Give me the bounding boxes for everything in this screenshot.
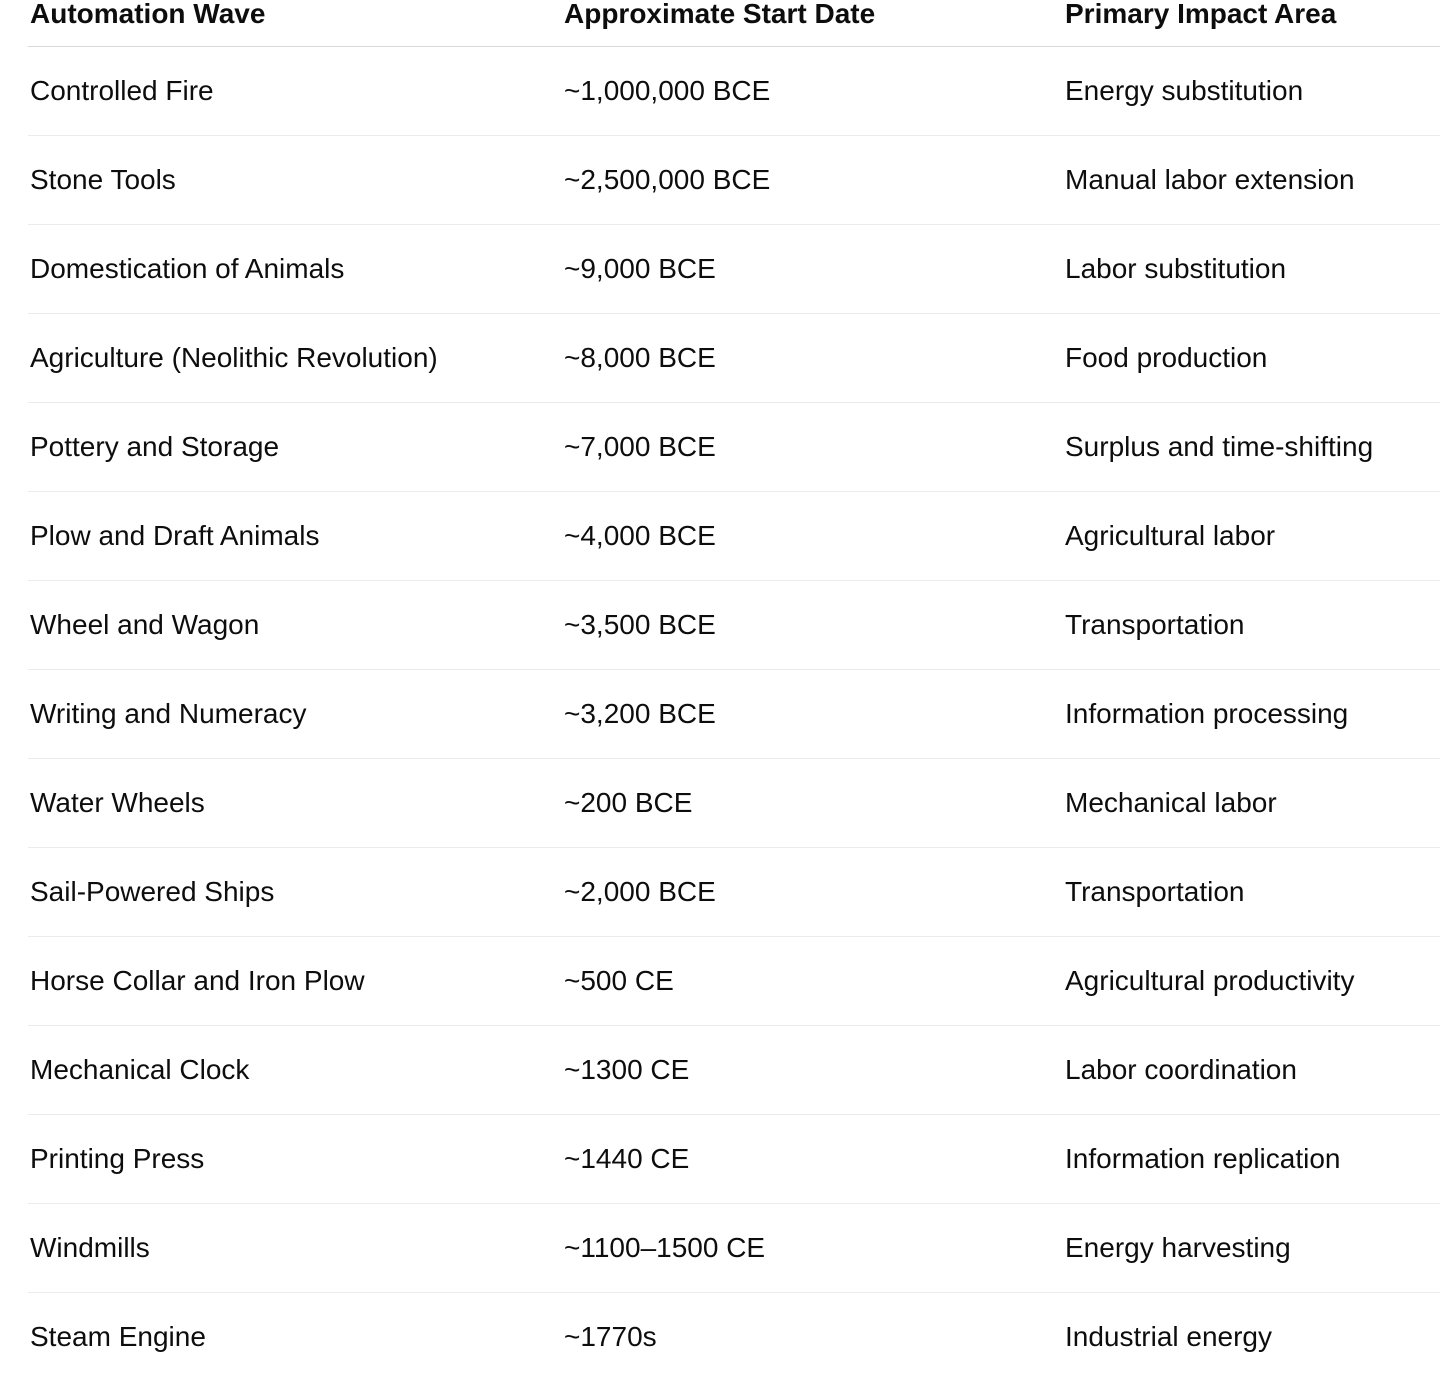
table-row [28,136,1440,225]
cell-automation-wave: Wheel and Wagon [28,581,562,670]
cell-automation-wave: Windmills [28,1204,562,1293]
cell-impact-area: Manual labor extension [1063,136,1440,225]
cell-automation-wave: Writing and Numeracy [28,670,562,759]
cell-start-date: ~1770s [564,1321,657,1352]
column-header-automation-wave: Automation Wave [28,0,562,47]
table-row [28,581,1440,670]
cell-start-date: ~3,200 BCE [562,670,1063,759]
cell-start-date: ~4,000 BCE [562,492,1063,581]
cell-start-date: ~1440 CE [562,1115,1063,1204]
cell-automation-wave: Stone Tools [28,136,562,225]
cell-impact-area: Surplus and time-shifting [1063,403,1440,492]
cell-automation-wave: Horse Collar and Iron Plow [28,937,562,1026]
cell-automation-wave: Steam Engine [30,1321,206,1352]
cell-start-date: ~9,000 BCE [562,225,1063,314]
table-row [28,47,1440,136]
cell-automation-wave: Water Wheels [28,759,562,848]
cell-automation-wave: Controlled Fire [28,47,562,136]
cell-impact-area: Agricultural labor [1063,492,1440,581]
table-row [28,670,1440,759]
automation-waves-table [28,0,1440,1376]
table-row [28,314,1440,403]
cell-automation-wave: Domestication of Animals [28,225,562,314]
table-row [28,1115,1440,1204]
cell-start-date: ~3,500 BCE [562,581,1063,670]
cell-start-date: ~2,000 BCE [562,848,1063,937]
cell-automation-wave: Pottery and Storage [28,403,562,492]
cell-start-date: ~1100–1500 CE [562,1204,1063,1293]
cell-automation-wave: Mechanical Clock [28,1026,562,1115]
table-header-row [28,0,1440,47]
table-row [28,759,1440,848]
cell-automation-wave: Plow and Draft Animals [28,492,562,581]
cell-automation-wave: Printing Press [28,1115,562,1204]
table-row [28,403,1440,492]
cell-start-date: ~2,500,000 BCE [562,136,1063,225]
cell-impact-area: Labor substitution [1063,225,1440,314]
cell-impact-area: Information replication [1063,1115,1440,1204]
cell-impact-area: Transportation [1063,581,1440,670]
cell-impact-area: Energy substitution [1063,47,1440,136]
table-row [28,492,1440,581]
cell-automation-wave: Agriculture (Neolithic Revolution) [28,314,562,403]
cell-impact-area: Energy harvesting [1063,1204,1440,1293]
table-row [28,848,1440,937]
cell-start-date: ~1,000,000 BCE [562,47,1063,136]
cell-impact-area: Food production [1063,314,1440,403]
column-header-approximate-start-date: Approximate Start Date [562,0,1063,47]
column-header-primary-impact-area: Primary Impact Area [1063,0,1440,47]
table-row [28,1293,1440,1376]
cell-impact-area: Labor coordination [1063,1026,1440,1115]
table-row [28,937,1440,1026]
cell-impact-area: Mechanical labor [1063,759,1440,848]
cell-start-date: ~8,000 BCE [562,314,1063,403]
cell-automation-wave: Sail-Powered Ships [28,848,562,937]
table-row [28,1026,1440,1115]
cell-impact-area: Information processing [1063,670,1440,759]
cell-start-date: ~200 BCE [562,759,1063,848]
cell-impact-area: Industrial energy [1065,1321,1273,1352]
cell-start-date: ~500 CE [562,937,1063,1026]
table-row [28,1204,1440,1293]
cell-start-date: ~7,000 BCE [562,403,1063,492]
table-row [28,225,1440,314]
cell-start-date: ~1300 CE [562,1026,1063,1115]
cell-impact-area: Agricultural productivity [1063,937,1440,1026]
cell-impact-area: Transportation [1063,848,1440,937]
